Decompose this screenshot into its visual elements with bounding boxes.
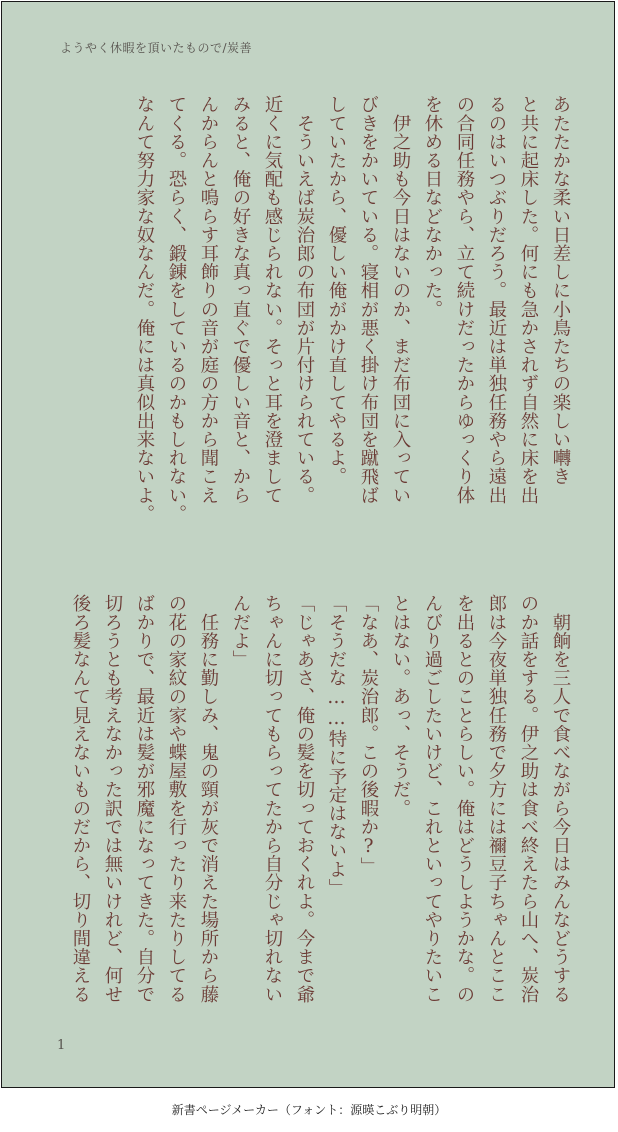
top-column-8: そういえば炭治郎の布団が片付けられている。 (294, 95, 315, 505)
bottom-column-10: んだよ」 (230, 594, 251, 669)
bottom-column-4: んびり過ごしたいけど、これといってやりたいこ (422, 594, 443, 1004)
top-column-2: るのはいつぶりだろう。最近は単独任務やら遠出 (486, 95, 507, 505)
bottom-column-9: ちゃんに切ってもらってたから自分じゃ切れない (262, 594, 283, 1004)
top-column-13: なんて努力家な奴なんだ。俺には真似出来ないよ。 (134, 95, 155, 523)
top-column-5: 伊之助も今日はないのか、まだ布団に入ってい (390, 95, 411, 505)
top-column-10: みると、俺の好きな真っ直ぐで優しい音と、から (230, 95, 251, 505)
top-column-11: んからんと鳴らす耳飾りの音が庭の方から聞こえ (198, 95, 219, 505)
text-block-top (56, 95, 576, 535)
top-column-1: と共に起床した。何にも急かされず自然に床を出 (518, 95, 539, 505)
bottom-column-1: のか話をする。伊之助は食べ終えたら山へ、炭治 (518, 594, 539, 1004)
bottom-column-3: を出るとのことらしい。俺はどうしようかな。の (454, 594, 475, 1004)
top-column-9: 近くに気配も感じられない。そっと耳を澄まして (262, 95, 283, 505)
bottom-column-14: 切ろうとも考えなかった訳では無いけれど、何せ (102, 594, 123, 1004)
bottom-column-0: 朝餉を三人で食べながら今日はみんなどうする (550, 594, 571, 1004)
top-column-7: していたから、優しい俺がかけ直してやるよ。 (326, 95, 347, 486)
top-column-3: の合同任務やら、立て続けだったからゆっくり体 (454, 95, 475, 505)
text-block-bottom (56, 594, 576, 1034)
manuscript-page (1, 1, 615, 1088)
page-number: 1 (57, 1038, 66, 1053)
bottom-column-8: 「じゃあさ、俺の髪を切っておくれよ。今まで爺 (294, 594, 315, 1004)
top-column-12: てくる。恐らく、鍛錬をしているのかもしれない。 (166, 95, 187, 523)
top-column-6: びきをかいている。寝相が悪く掛け布団を蹴飛ば (358, 95, 379, 505)
bottom-column-15: 後ろ髪なんて見えないものだから、切り間違える (70, 594, 91, 1004)
bottom-column-12: の花の家紋の家や蝶屋敷を行ったり来たりしてる (166, 594, 187, 1004)
top-column-4: を休める日などなかった。 (422, 95, 443, 319)
bottom-column-5: とはない。あっ、そうだ。 (390, 594, 411, 818)
page-header-title: ようやく休暇を頂いたもので/炭善 (60, 41, 253, 55)
bottom-column-7: 「そうだな……特に予定はないよ」 (326, 594, 347, 897)
bottom-column-6: 「なあ、炭治郎。この後暇か?」 (358, 594, 379, 876)
bottom-column-11: 任務に勤しみ、鬼の頸が灰で消えた場所から藤 (198, 594, 219, 1004)
footer-caption: 新書ページメーカー（フォント：源暎こぶり明朝） (171, 1103, 447, 1117)
bottom-column-13: ばかりで、最近は髪が邪魔になってきた。自分で (134, 594, 155, 1004)
bottom-column-2: 郎は今夜単独任務で夕方には禰豆子ちゃんとここ (486, 594, 507, 1004)
top-column-0: あたたかな柔い日差しに小鳥たちの楽しい囀き (550, 95, 571, 486)
